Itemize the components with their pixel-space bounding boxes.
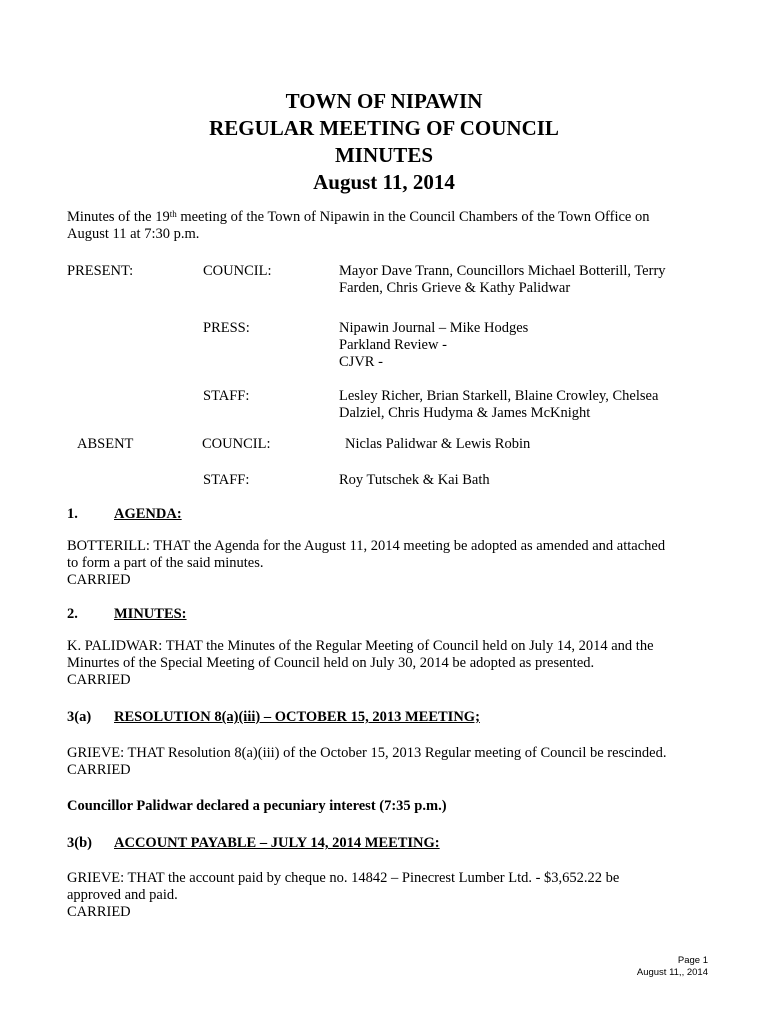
intro-line-1: Minutes of the 19th meeting of the Town of Nipawin in the Council Chambers of the Town Office on bbox=[67, 209, 650, 225]
section-1-number: 1. bbox=[67, 506, 78, 522]
present-label: PRESENT: bbox=[67, 263, 134, 279]
section-3a-number: 3(a) bbox=[67, 709, 92, 725]
section-3b-number: 3(b) bbox=[67, 835, 92, 851]
title-minutes: MINUTES bbox=[334, 143, 434, 167]
staff-label: STAFF: bbox=[203, 388, 250, 404]
staff-names: Lesley Richer, Brian Starkell, Blaine Crowley, Chelsea Dalziel, Chris Hudyma & James McKnight bbox=[339, 388, 659, 421]
press-label: PRESS: bbox=[203, 320, 250, 336]
section-1-title: AGENDA: bbox=[114, 506, 182, 522]
press-names: Nipawin Journal – Mike Hodges Parkland Review - CJVR - bbox=[339, 320, 529, 370]
pecuniary-interest-note: Councillor Palidwar declared a pecuniary interest (7:35 p.m.) bbox=[67, 798, 447, 814]
intro-line-2: August 11 at 7:30 p.m. bbox=[67, 226, 200, 242]
section-2-motion: K. PALIDWAR: THAT the Minutes of the Regular Meeting of Council held on July 14, 2014 and the Minurtes of the Special Meeting of Council held on July 30, 2014 be adopted as presented. CARRIED bbox=[67, 638, 654, 688]
document-title bbox=[0, 88, 770, 196]
section-3b-title: ACCOUNT PAYABLE – JULY 14, 2014 MEETING: bbox=[114, 835, 440, 851]
footer-date: August 11,, 2014 bbox=[636, 967, 708, 978]
title-meeting: REGULAR MEETING OF COUNCIL bbox=[209, 116, 559, 140]
title-town: TOWN OF NIPAWIN bbox=[285, 89, 483, 113]
section-3b-motion: GRIEVE: THAT the account paid by cheque no. 14842 – Pinecrest Lumber Ltd. - $3,652.22 be approved and paid. CARRIED bbox=[67, 870, 620, 920]
section-2-number: 2. bbox=[67, 606, 78, 622]
title-date: August 11, 2014 bbox=[313, 170, 455, 194]
footer-page-number: Page 1 bbox=[677, 955, 708, 966]
absent-staff-names: Roy Tutschek & Kai Bath bbox=[339, 472, 490, 488]
absent-council-label: COUNCIL: bbox=[202, 436, 271, 452]
absent-council-names: Niclas Palidwar & Lewis Robin bbox=[345, 436, 531, 452]
absent-staff-label: STAFF: bbox=[203, 472, 250, 488]
absent-label: ABSENT bbox=[77, 436, 134, 452]
section-3a-title: RESOLUTION 8(a)(iii) – OCTOBER 15, 2013 MEETING; bbox=[114, 709, 480, 725]
section-3a-motion: GRIEVE: THAT Resolution 8(a)(iii) of the October 15, 2013 Regular meeting of Council be rescinded. CARRIED bbox=[67, 745, 667, 778]
present-council-label: COUNCIL: bbox=[203, 263, 272, 279]
present-council-names: Mayor Dave Trann, Councillors Michael Botterill, Terry Farden, Chris Grieve & Kathy Palidwar bbox=[339, 263, 666, 296]
section-1-motion: BOTTERILL: THAT the Agenda for the August 11, 2014 meeting be adopted as amended and attached to form a part of the said minutes. CARRIED bbox=[67, 538, 666, 588]
intro-paragraph bbox=[67, 209, 712, 243]
section-2-title: MINUTES: bbox=[114, 606, 187, 622]
page-footer bbox=[637, 955, 708, 979]
